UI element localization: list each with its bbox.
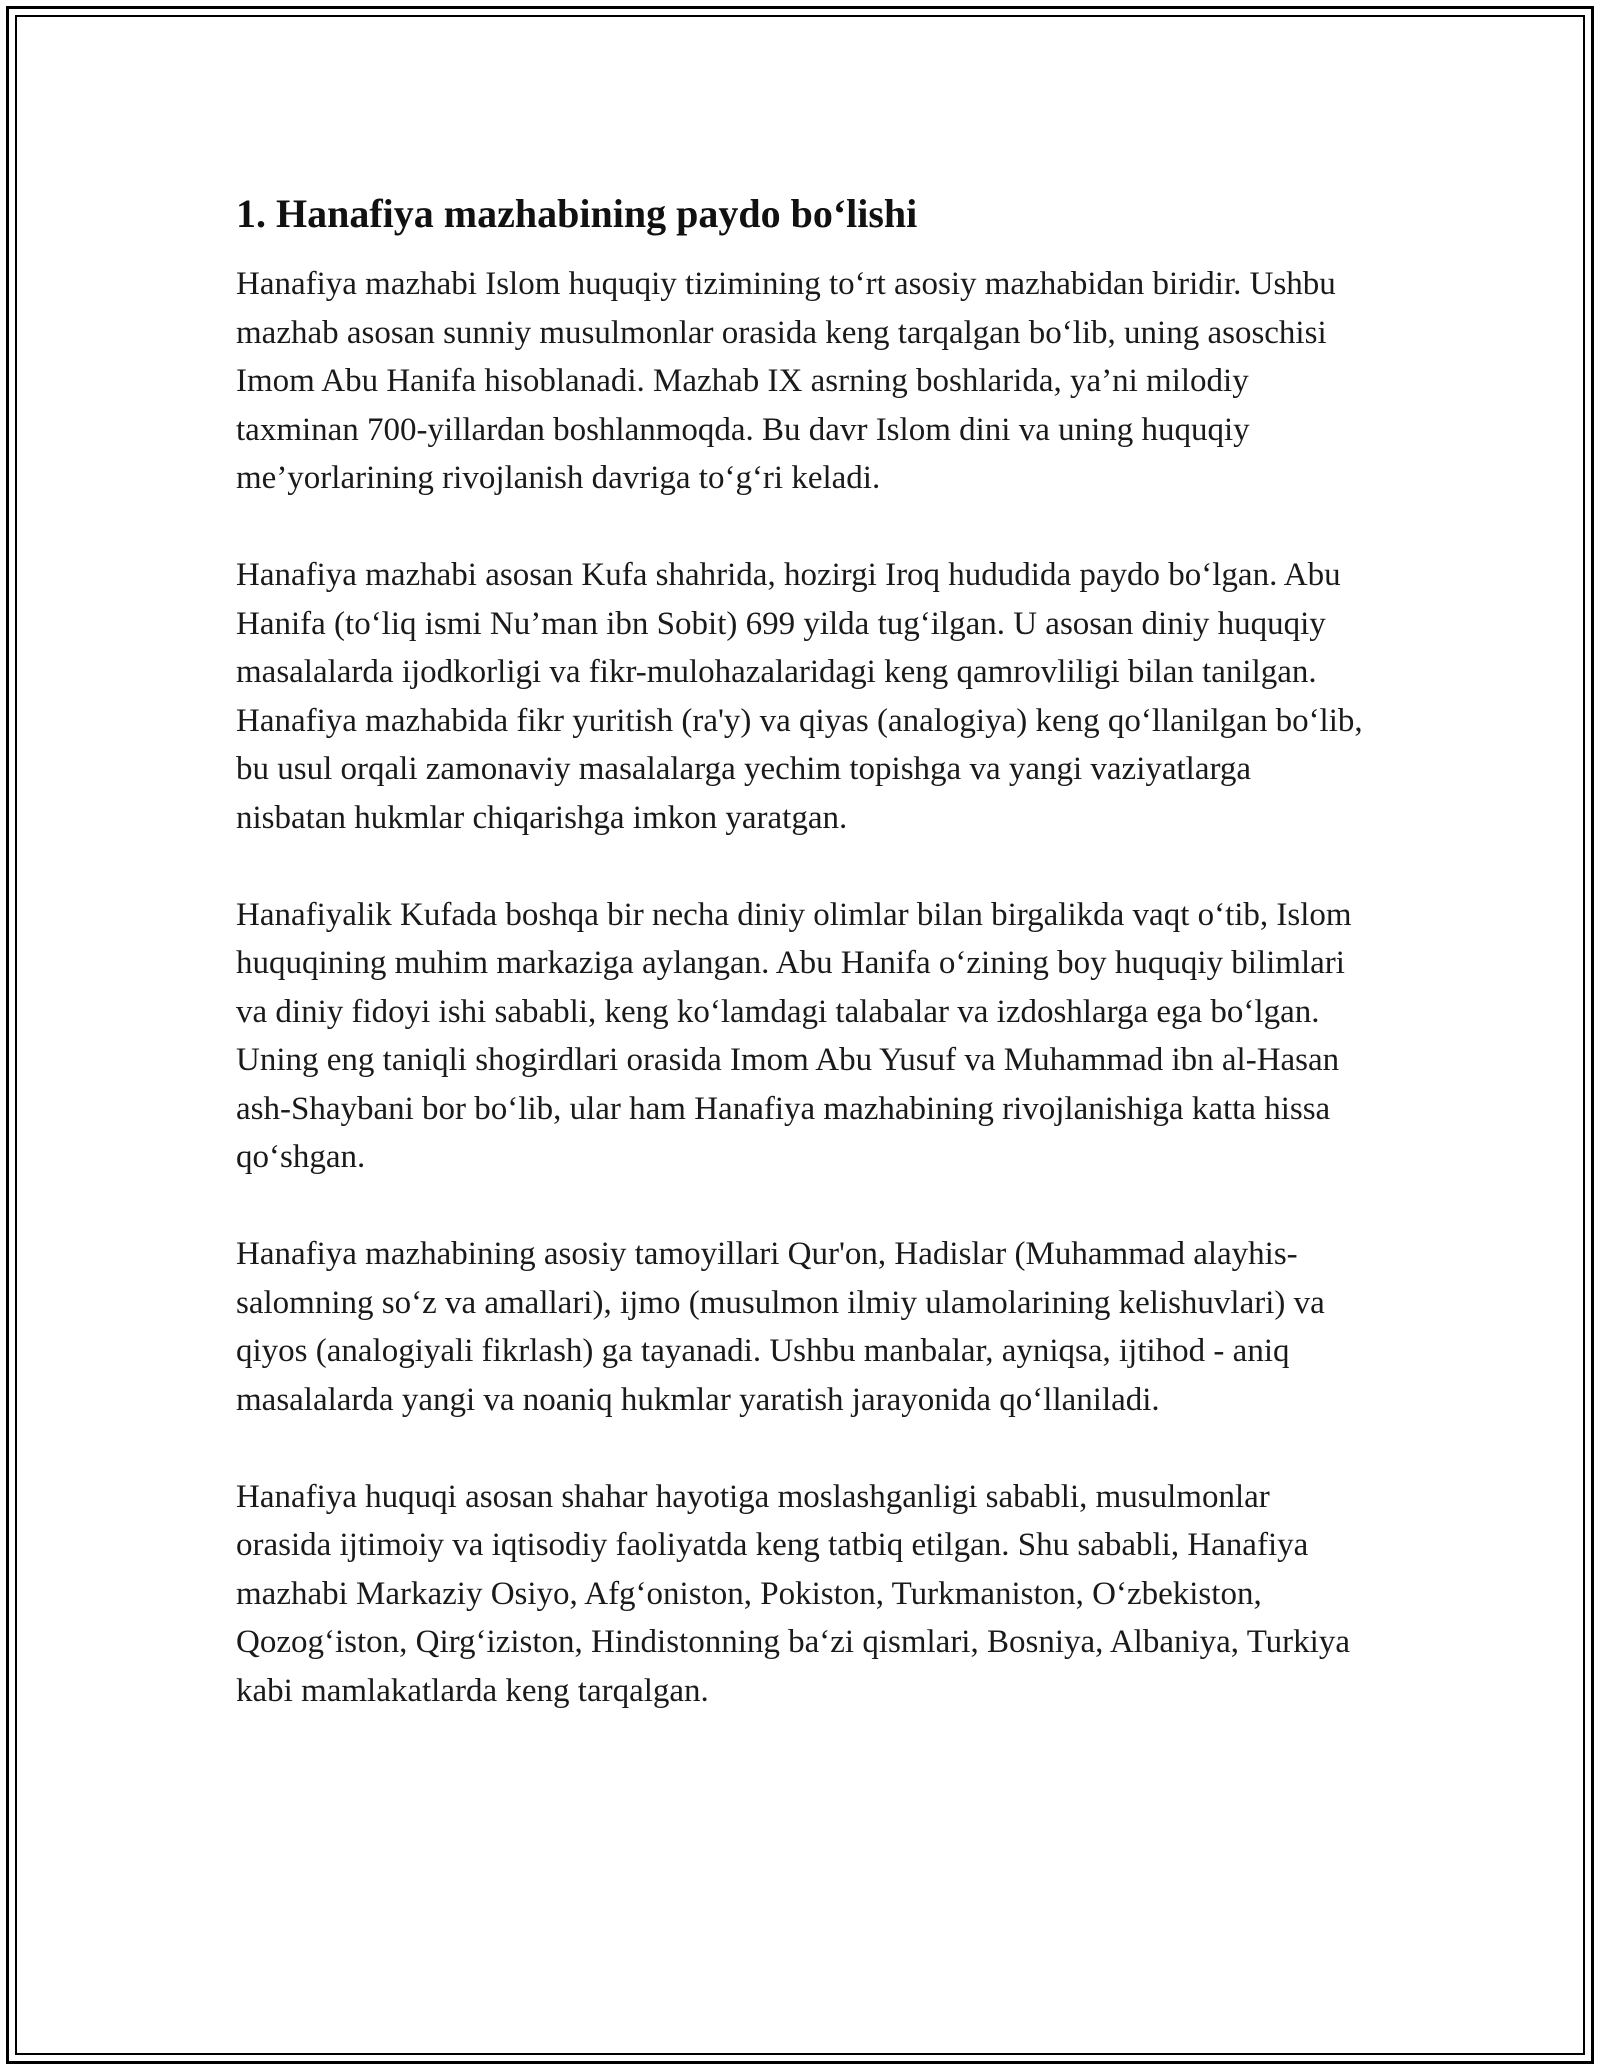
paragraph-1: Hanafiya mazhabi Islom huquqiy tizimining to‘rt asosiy mazhabidan biridir. Ushbu mazhab asosan sunniy musulmonlar orasida keng tarqalgan bo‘lib, uning asoschisi Imom Abu Hanifa hisoblanadi. Mazhab IX asrning boshlarida, ya’ni milodiy taxminan 700-yillardan boshlanmoqda. Bu davr Islom dini va uning huquqiy me’yorlarining rivojlanish davriga to‘g‘ri keladi. xyxy=(236,266,1336,496)
document-body xyxy=(236,186,1366,1715)
paragraph-3: Hanafiyalik Kufada boshqa bir necha diniy olimlar bilan birgalikda vaqt o‘tib, Islom huquqining muhim markaziga aylangan. Abu Hanifa o‘zining boy huquqiy bilimlari va diniy fidoyi ishi sababli, keng ko‘lamdagi talabalar va izdoshlarga ega bo‘lgan. Uning eng taniqli shogirdlari orasida Imom Abu Yusuf va Muhammad ibn al-Hasan ash-Shaybani bor bo‘lib, ular ham Hanafiya mazhabining rivojlanishiga katta hissa qo‘shgan. xyxy=(236,896,1352,1175)
paragraph-4: Hanafiya mazhabining asosiy tamoyillari Qur'on, Hadislar (Muhammad alayhis-salomning so‘z va amallari), ijmo (musulmon ilmiy ulamolarining kelishuvlari) va qiyos (analogiyali fikrlash) ga tayanadi. Ushbu manbalar, ayniqsa, ijtihod - aniq masalalarda yangi va noaniq hukmlar yaratish jarayonida qo‘llaniladi. xyxy=(236,1236,1325,1418)
paragraph-5: Hanafiya huquqi asosan shahar hayotiga moslashganligi sababli, musulmonlar orasida ijtimoiy va iqtisodiy faoliyatda keng tatbiq etilgan. Shu sababli, Hanafiya mazhabi Markaziy Osiyo, Afg‘oniston, Pokiston, Turkmaniston, O‘zbekiston, Qozog‘iston, Qirg‘iziston, Hindistonning ba‘zi qismlari, Bosniya, Albaniya, Turkiya kabi mamlakatlarda keng tarqalgan. xyxy=(236,1478,1350,1709)
paragraph-2: Hanafiya mazhabi asosan Kufa shahrida, hozirgi Iroq hududida paydo bo‘lgan. Abu Hanifa (to‘liq ismi Nu’man ibn Sobit) 699 yilda tug‘ilgan. U asosan diniy huquqiy masalalarda ijodkorligi va fikr-mulohazalaridagi keng qamrovliligi bilan tanilgan. Hanafiya mazhabida fikr yuritish (ra'y) va qiyas (analogiya) keng qo‘llanilgan bo‘lib, bu usul orqali zamonaviy masalalarga yechim topishga va yangi vaziyatlarga nisbatan hukmlar chiqarishga imkon yaratgan. xyxy=(236,557,1363,836)
section-heading: 1. Hanafiya mazhabining paydo bo‘lishi xyxy=(236,191,918,236)
